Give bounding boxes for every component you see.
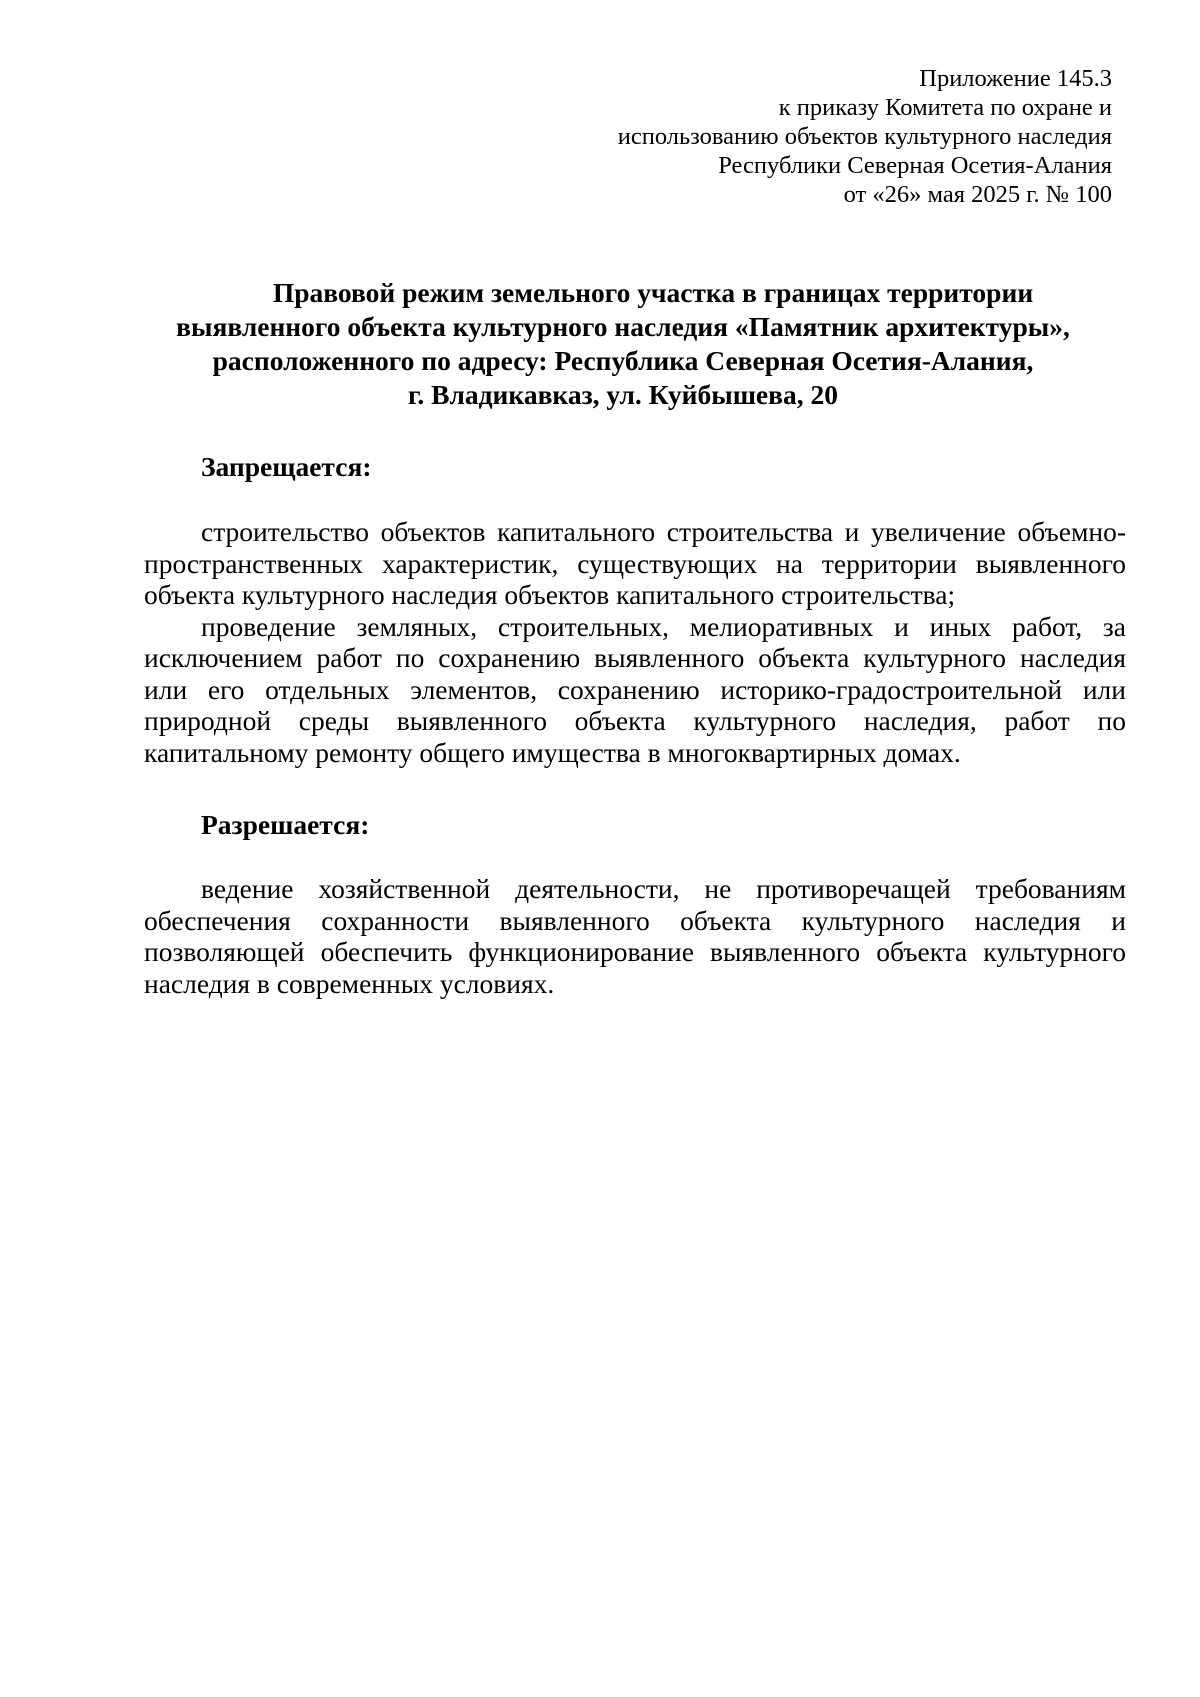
appendix-order-ref: к приказу Комитета по охране и	[778, 94, 1112, 121]
allowed-paragraph-1: ведение хозяйственной деятельности, не противоречащей требованиям обеспечения сохранности выявленного объекта культурного наследия и позволяющей обеспечить функционирование выявленного объекта культурного наследия в современных условиях.	[144, 873, 1126, 999]
appendix-header	[492, 64, 1112, 209]
title-line-1: Правовой режим земельного участка в границах территории	[272, 277, 1034, 308]
appendix-date: от «26» мая 2025 г. № 100	[843, 181, 1112, 208]
allowed-section	[144, 873, 1126, 999]
appendix-number: Приложение 145.3	[919, 65, 1112, 92]
prohibited-paragraph-2: проведение земляных, строительных, мелиоративных и иных работ, за исключением работ по сохранению выявленного объекта культурного наследия или его отдельных элементов, сохранению историко-градостроительной или природной среды выявленного объекта культурного наследия, работ по капитальному ремонту общего имущества в многоквартирных домах.	[144, 610, 1126, 768]
title-line-4: г. Владикавказ, ул. Куйбышева, 20	[407, 379, 838, 410]
appendix-committee: использованию объектов культурного наследия	[617, 123, 1112, 150]
appendix-republic: Республики Северная Осетия-Алания	[718, 152, 1112, 179]
prohibited-section	[144, 516, 1126, 768]
prohibited-heading: Запрещается:	[201, 451, 372, 482]
title-line-3: расположенного по адресу: Республика Северная Осетия-Алания,	[212, 345, 1034, 376]
document-title	[148, 276, 1098, 412]
allowed-heading: Разрешается:	[201, 809, 370, 840]
title-line-2: выявленного объекта культурного наследия «Памятник архитектуры»,	[176, 311, 1070, 342]
prohibited-paragraph-1: строительство объектов капитального строительства и увеличение объемно-пространственных характеристик, существующих на территории выявленного объекта культурного наследия объектов капитального строительства;	[144, 516, 1126, 610]
